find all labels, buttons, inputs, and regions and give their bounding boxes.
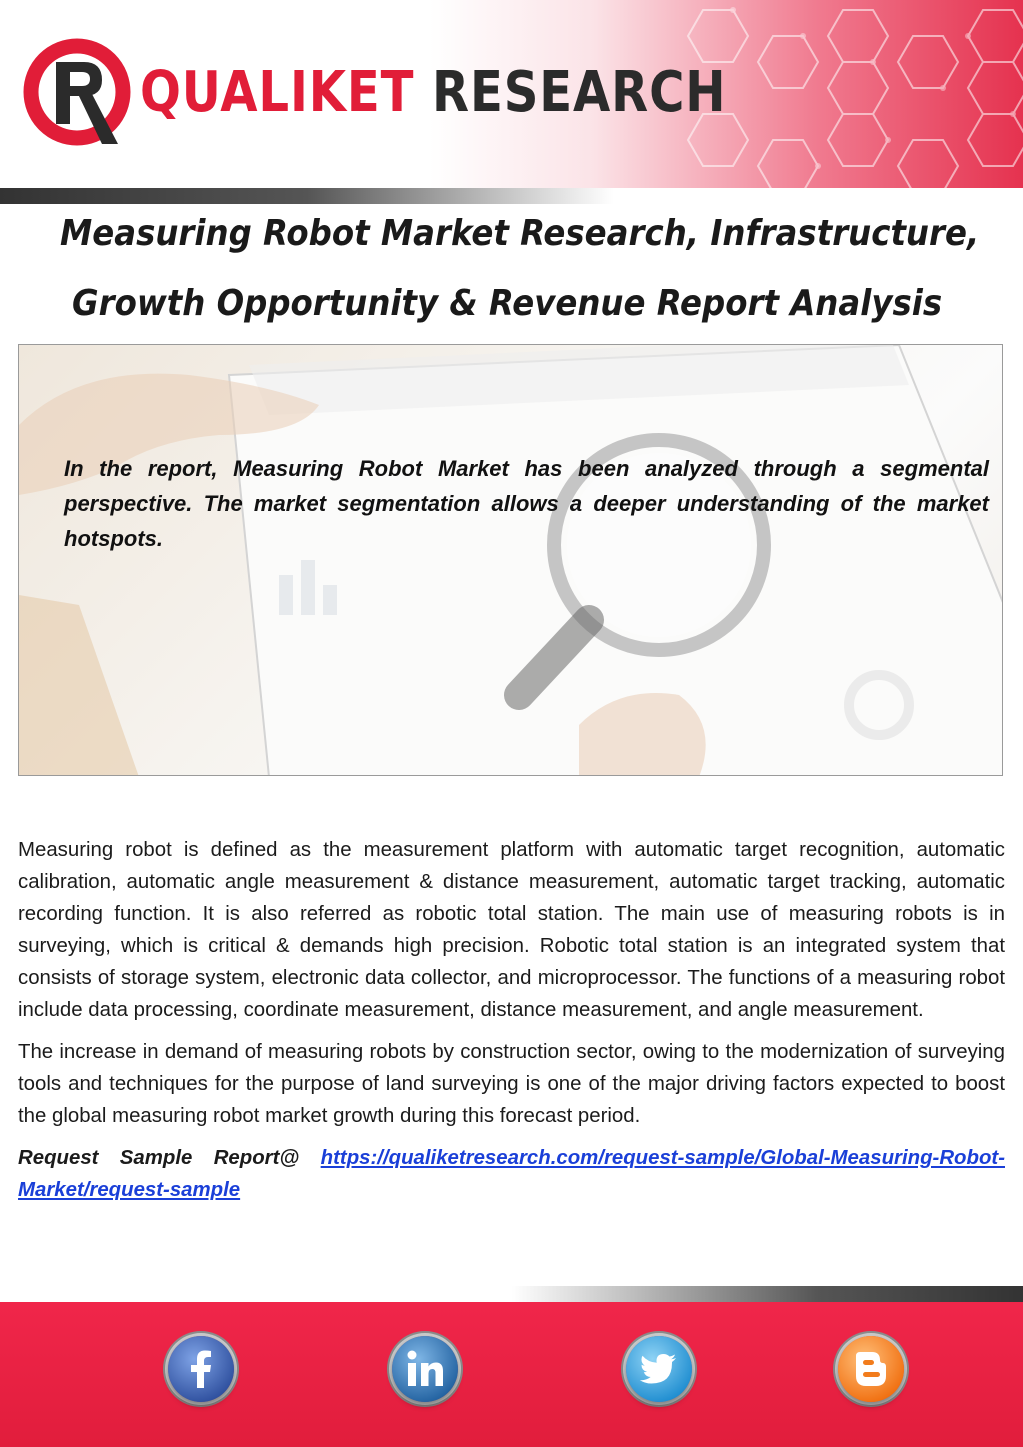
request-sample-label: Request Sample Report@ — [18, 1147, 321, 1169]
header-banner — [0, 0, 1023, 192]
request-sample-line — [18, 1142, 1005, 1206]
article-body — [18, 834, 1005, 1216]
hero-caption: In the report, Measuring Robot Market has been analyzed through a segmental perspective. The market segmentation allows a deeper understanding of the market hotspots. — [64, 456, 989, 551]
logo-wordmark — [140, 58, 726, 128]
footer-divider — [0, 1286, 1023, 1302]
paragraph-drivers: The increase in demand of measuring robots by construction sector, owing to the modernization of surveying tools and techniques for the purpose of land surveying is one of the major driving factors expected to boost the global measuring robot market growth during this forecast period. — [18, 1041, 1005, 1127]
title-line-1: Measuring Robot Market Research, Infrastructure, — [60, 213, 980, 254]
page-title — [60, 205, 1020, 322]
header-divider — [0, 188, 1023, 204]
facebook-icon[interactable] — [168, 1336, 234, 1402]
blogger-icon[interactable] — [838, 1336, 904, 1402]
paragraph-definition: Measuring robot is defined as the measurement platform with automatic target recognition, automatic calibration, automatic angle measurement & distance measurement, automatic target tracking, automatic recording function. It is also referred as robotic total station. The main use of measuring robots is in surveying, which is critical & demands high precision. Robotic total station is an integrated system that consists of storage system, electronic data collector, and microprocessor. The functions of a measuring robot include data processing, coordinate measurement, distance measurement, and angle measurement. — [18, 839, 1005, 1021]
qualiket-logo-icon — [22, 34, 132, 152]
magnifier-illustration — [19, 345, 1003, 776]
logo-word-qualiket: QUALIKET — [140, 60, 415, 125]
request-sample-link[interactable]: https://qualiketresearch.com/request-sample/Global-Measuring-Robot-Market/request-sample — [18, 1147, 1005, 1201]
hero-image — [18, 344, 1003, 776]
linkedin-icon[interactable] — [392, 1336, 458, 1402]
title-line-2: Growth Opportunity & Revenue Report Analysis — [72, 283, 943, 324]
twitter-icon[interactable] — [626, 1336, 692, 1402]
logo-word-research: RESEARCH — [432, 60, 727, 125]
